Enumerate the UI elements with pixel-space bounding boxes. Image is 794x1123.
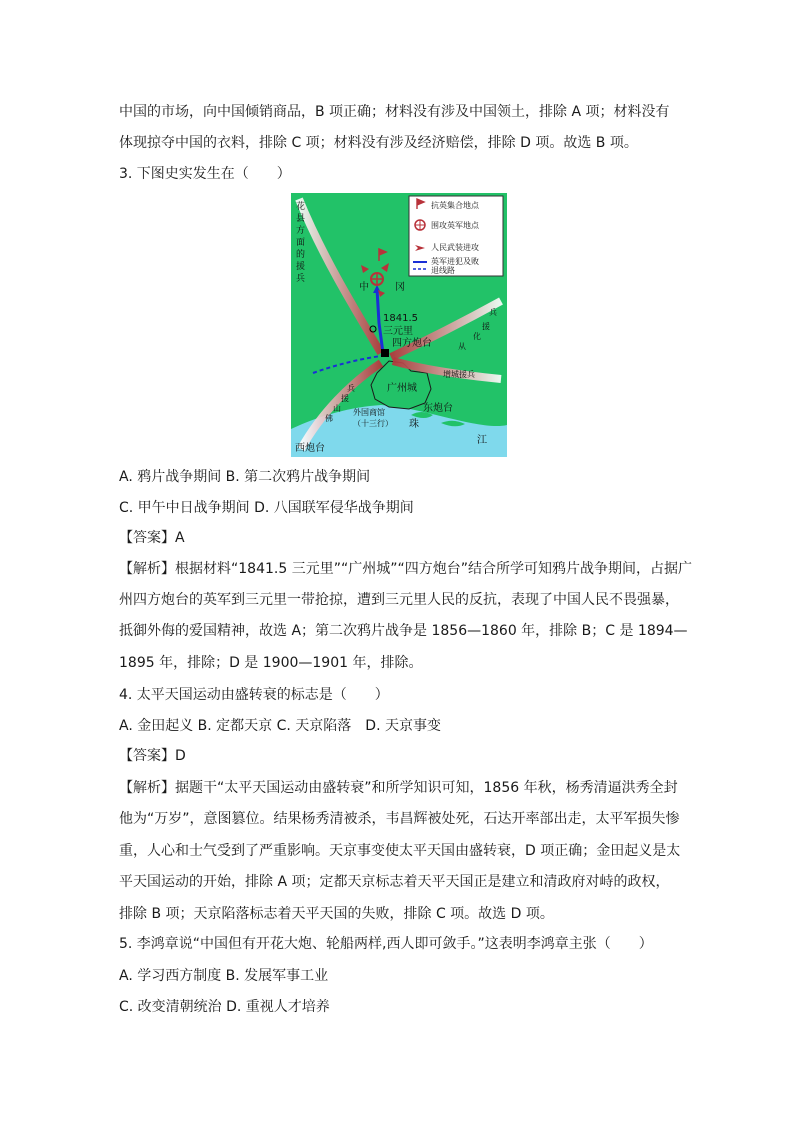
map-label: 三元里 bbox=[383, 326, 413, 337]
legend-item: 退线路 bbox=[431, 266, 455, 275]
map-label: 的 bbox=[296, 250, 306, 260]
option-line: C. 改变清朝统治 D. 重视人才培养 bbox=[119, 999, 330, 1015]
map-label: 面 bbox=[296, 238, 306, 248]
map-label: 广州城 bbox=[387, 383, 417, 394]
analysis-line: 抵御外侮的爱国精神，故选 A；第二次鸦片战争是 1856—1860 年，排除 B；C 是 1894— bbox=[119, 623, 688, 639]
map-label: 佛 bbox=[325, 414, 333, 423]
analysis-line: 重，人心和士气受到了严重影响。天京事变使太平天国由盛转衰，D 项正确；金田起义是太 bbox=[119, 843, 681, 859]
map-label: 冈 bbox=[395, 282, 405, 293]
map-label: 增城援兵 bbox=[443, 370, 475, 379]
map-label: 县 bbox=[296, 214, 306, 224]
option-line: A. 鸦片战争期间 B. 第二次鸦片战争期间 bbox=[119, 469, 371, 485]
legend-item: 英军进犯及败 bbox=[431, 257, 479, 266]
map-label: 兵 bbox=[489, 308, 497, 317]
map-label: 援 bbox=[296, 262, 306, 272]
legend-item: 抗英集合地点 bbox=[431, 201, 479, 210]
sifang-fort-marker bbox=[381, 349, 389, 357]
legend bbox=[409, 196, 503, 276]
map-label: 援 bbox=[482, 322, 490, 331]
text-line: 中国的市场，向中国倾销商品，B 项正确；材料没有涉及中国领土，排除 A 项；材料没有 bbox=[119, 104, 670, 120]
analysis-line: 【解析】据题干“太平天国运动由盛转衰”和所学知识可知，1856 年秋，杨秀清逼洪秀全封 bbox=[119, 780, 678, 796]
map-label: 四方炮台 bbox=[392, 338, 432, 349]
analysis-line: 他为“万岁”，意图篡位。结果杨秀清被杀，韦昌辉被处死，石达开率部出走，太平军损失惨 bbox=[119, 811, 680, 827]
analysis-line: 平天国运动的开始，排除 A 项；定都天京标志着天平天国正是建立和清政府对峙的政权， bbox=[119, 874, 670, 890]
option-line: C. 甲午中日战争期间 D. 八国联军侵华战争期间 bbox=[119, 500, 414, 516]
option-line: A. 学习西方制度 B. 发展军事工业 bbox=[119, 968, 329, 984]
analysis-line: 1895 年，排除；D 是 1900—1901 年，排除。 bbox=[119, 655, 423, 671]
question-5: 5. 李鸿章说“中国但有开花大炮、轮船两样,西人即可敛手。”这表明李鸿章主张（ ） bbox=[119, 936, 653, 952]
historical-map bbox=[291, 193, 507, 457]
map-label: 兵 bbox=[347, 384, 355, 393]
map-label: 珠 bbox=[409, 419, 419, 430]
text-line: 体现掠夺中国的衣料，排除 C 项；材料没有涉及经济赔偿，排除 D 项。故选 B 项。 bbox=[119, 135, 638, 151]
answer-line: 【答案】D bbox=[119, 748, 186, 764]
map-label: 山 bbox=[333, 404, 341, 413]
map-label: 花 bbox=[296, 202, 306, 212]
question-3: 3. 下图史实发生在（ ） bbox=[119, 166, 291, 182]
option-line: A. 金田起义 B. 定都天京 C. 天京陷落 D. 天京事变 bbox=[119, 718, 441, 734]
map-label: 中 bbox=[359, 282, 369, 293]
map-label: 东炮台 bbox=[423, 403, 453, 414]
map-label: 西炮台 bbox=[295, 443, 325, 454]
legend-item: 人民武装进攻 bbox=[431, 243, 479, 252]
map-label: 化 bbox=[473, 332, 481, 341]
map-label: 兵 bbox=[296, 274, 306, 284]
analysis-line: 【解析】根据材料“1841.5 三元里”“广州城”“四方炮台”结合所学可知鸦片战争期间，占据广 bbox=[119, 561, 692, 577]
map-label: 方 bbox=[296, 226, 306, 236]
question-4: 4. 太平天国运动由盛转衰的标志是（ ） bbox=[119, 687, 389, 703]
legend-item: 围攻英军地点 bbox=[431, 221, 479, 230]
map-label: 1841.5 bbox=[383, 313, 418, 324]
analysis-line: 州四方炮台的英军到三元里一带抢掠，遭到三元里人民的反抗，表现了中国人民不畏强暴， bbox=[119, 592, 679, 608]
map-label: 江 bbox=[477, 435, 487, 446]
map-label: 外国商馆 bbox=[353, 408, 385, 417]
answer-line: 【答案】A bbox=[119, 530, 185, 546]
analysis-line: 排除 B 项；天京陷落标志着天平天国的失败，排除 C 项。故选 D 项。 bbox=[119, 906, 554, 922]
map-label: 援 bbox=[341, 394, 349, 403]
map-label: 从 bbox=[458, 342, 466, 351]
map-label: （十三行） bbox=[353, 419, 393, 428]
